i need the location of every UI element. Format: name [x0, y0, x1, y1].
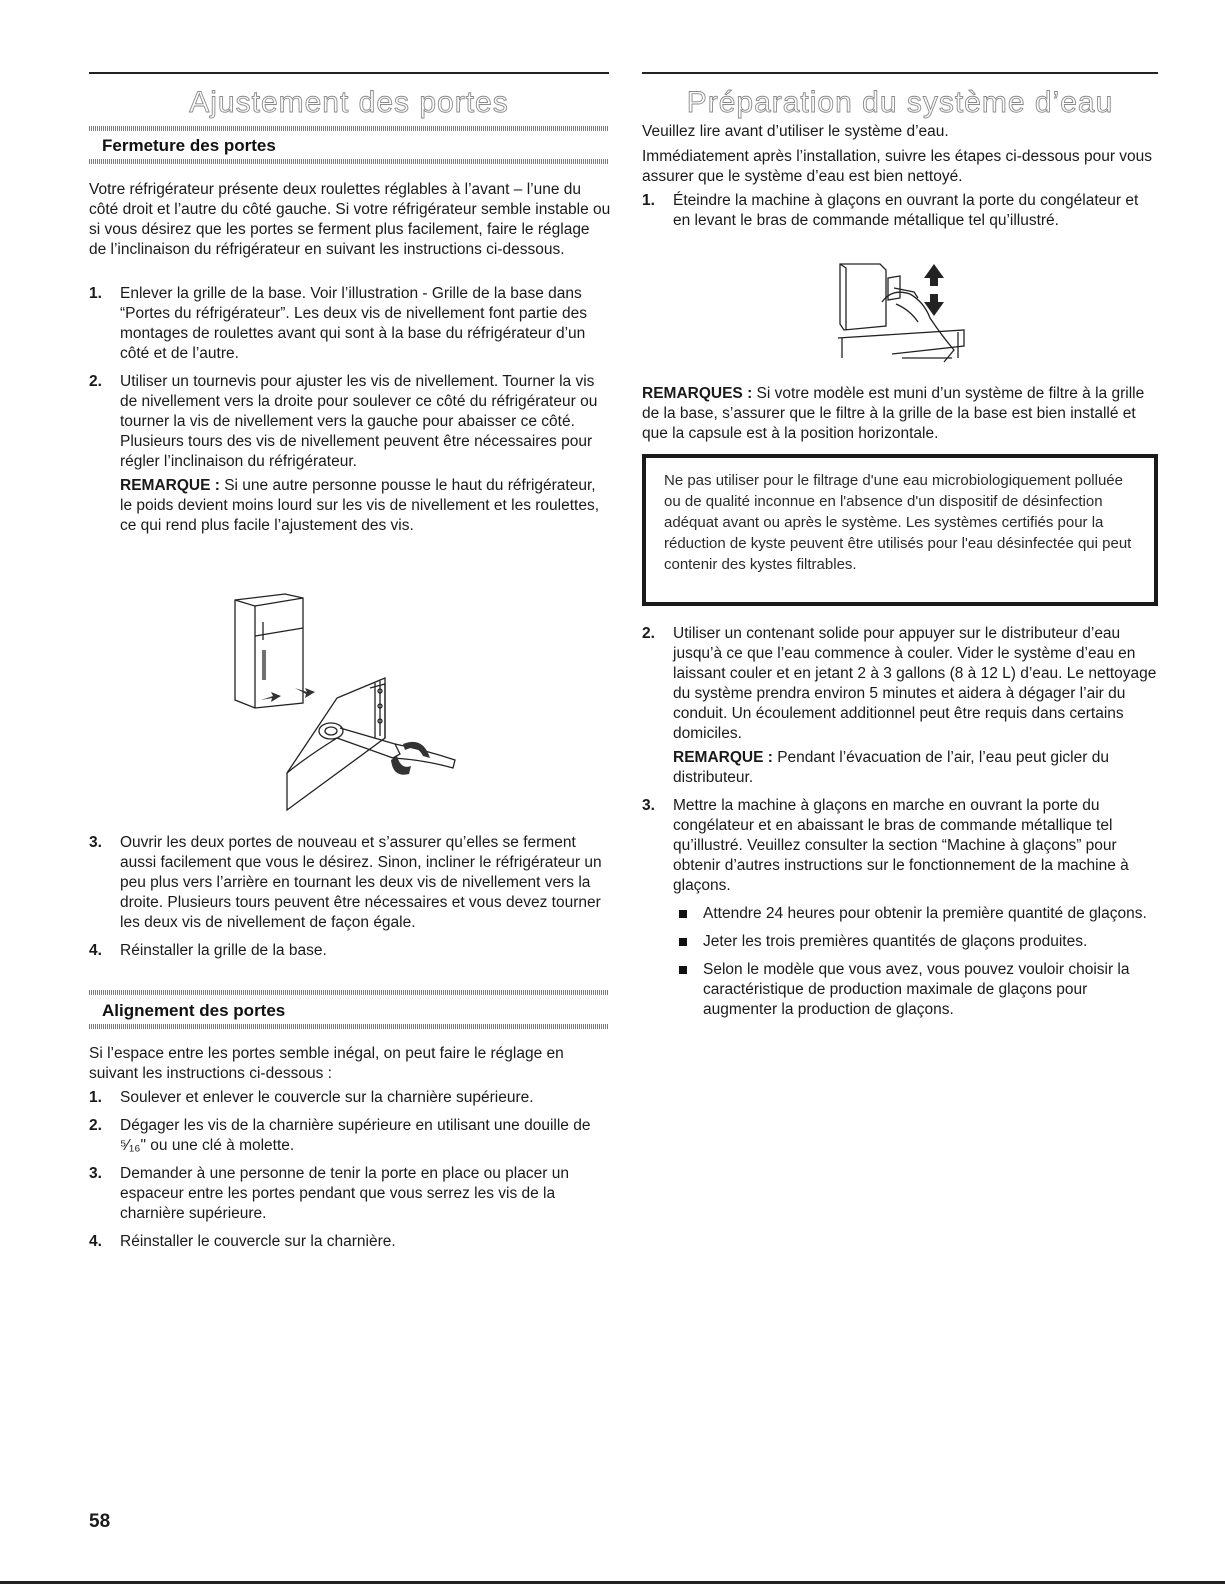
bullet-list [673, 904, 1158, 1020]
bottom-rule [0, 1581, 1225, 1584]
bullet-item [673, 932, 1158, 952]
list-item [89, 833, 611, 933]
bullet-item [673, 960, 1158, 1020]
leveling-steps-continued [89, 833, 611, 969]
step-number: 2. [89, 373, 102, 390]
water-steps [642, 624, 1158, 1028]
step-text: Mettre la machine à glaçons en marche en ouvrant la porte du congélateur et en abaissant le bras de commande métallique tel qu’illustré. Veuillez consulter la section “Machine à glaçons” pour obtenir d’autres instructions sur le fonctionnement de la machine à glaçons. [673, 797, 1129, 894]
note-label: REMARQUE : [673, 749, 773, 766]
list-item [89, 941, 611, 961]
step-number: 2. [642, 625, 655, 642]
step-text: Soulever et enlever le couvercle sur la charnière supérieure. [120, 1089, 534, 1106]
right-section-title: Préparation du système d’eau [686, 86, 1114, 119]
step-number: 1. [642, 192, 655, 209]
step-text: Dégager les vis de la charnière supérieure en utilisant une douille de ⁵⁄₁₆" ou une clé à molette. [120, 1117, 591, 1154]
step-number: 1. [89, 1089, 102, 1106]
list-item [89, 1088, 611, 1108]
warning-box [642, 454, 1158, 606]
step-text: Enlever la grille de la base. Voir l’illustration - Grille de la base dans “Portes du réfrigérateur”. Les deux vis de nivellement font partie des montages de roulettes avant qui sont à la base du réfrigérateur d’un côté et de l’autre. [120, 285, 587, 362]
list-item [642, 191, 1158, 231]
bullet-square-icon [679, 938, 687, 946]
step-number: 3. [89, 1165, 102, 1182]
intro-paragraph: Votre réfrigérateur présente deux roulettes réglables à l’avant – l’une du côté droit et l’autre du côté gauche. Si votre réfrigérateur semble instable ou si vous désirez que les portes se ferment plus facilement, faire le réglage de l’inclinaison du réfrigérateur en suivant les instructions ci-dessous. [89, 181, 611, 258]
left-top-rule [89, 72, 609, 74]
note [673, 748, 1158, 788]
remarques-paragraph [642, 384, 1158, 444]
step-text: Ouvrir les deux portes de nouveau et s’assurer qu’elles se ferment aussi facilement que vous le désirez. Sinon, incliner le réfrigérateur un peu plus vers l’arrière en tournant les deux vis de nivellement vers la droite. Plusieurs tours peuvent être nécessaires et vous devez tourner les deux vis de nivellement de façon égale. [120, 834, 602, 931]
step-number: 3. [642, 797, 655, 814]
ice-maker-illustration [832, 258, 972, 370]
step-text: Éteindre la machine à glaçons en ouvrant la porte du congélateur et en levant le bras de commande métallique tel qu’illustré. [673, 192, 1139, 229]
bullet-text: Jeter les trois premières quantités de glaçons produites. [703, 933, 1088, 950]
bullet-square-icon [679, 910, 687, 918]
bullet-text: Selon le modèle que vous avez, vous pouvez vouloir choisir la caractéristique de production maximale de glaçons pour augmenter la production de glaçons. [703, 961, 1130, 1018]
alignment-intro: Si l’espace entre les portes semble inégal, on peut faire le réglage en suivant les instructions ci-dessous : [89, 1045, 564, 1082]
note-text: Pendant l’évacuation de l’air, l’eau peut gicler du distributeur. [673, 749, 1109, 786]
hatch-divider [89, 1024, 609, 1029]
note [120, 476, 611, 536]
hatch-divider [89, 126, 609, 131]
alignment-steps [89, 1088, 611, 1260]
step-text: Réinstaller le couvercle sur la charnière. [120, 1233, 396, 1250]
bullet-item [673, 904, 1158, 924]
list-item [642, 796, 1158, 1020]
after-install-line: Immédiatement après l’installation, suivre les étapes ci-dessous pour vous assurer que le système d’eau est bien nettoyé. [642, 148, 1153, 185]
page-number: 58 [89, 1511, 111, 1532]
remarques-label: REMARQUES : [642, 385, 753, 402]
note-text: Si une autre personne pousse le haut du réfrigérateur, le poids devient moins lourd sur les vis de nivellement et les roulettes, ce qui rend plus facile l’ajustement des vis. [120, 477, 600, 534]
bullet-square-icon [679, 966, 687, 974]
read-before-line: Veuillez lire avant d’utiliser le système d’eau. [642, 123, 949, 140]
list-item [89, 1232, 611, 1252]
step-number: 2. [89, 1117, 102, 1134]
list-item [89, 1116, 611, 1156]
step-number: 3. [89, 834, 102, 851]
step-number: 4. [89, 942, 102, 959]
subheading-alignement: Alignement des portes [102, 1001, 286, 1020]
hatch-divider [89, 159, 609, 164]
warning-text: Ne pas utiliser pour le filtrage d'une eau microbiologiquement polluée ou de qualité inconnue en l'absence d'un dispositif de désinfection adéquat avant ou après le système. Les systèmes certifiés pour la réduction de kyste peuvent être utilisés pour l'eau désinfectée qui peut contenir des kystes filtrables. [664, 472, 1132, 573]
step-number: 4. [89, 1233, 102, 1250]
note-label: REMARQUE : [120, 477, 220, 494]
right-top-rule [642, 72, 1158, 74]
step-text: Réinstaller la grille de la base. [120, 942, 327, 959]
step-number: 1. [89, 285, 102, 302]
step-text: Utiliser un tournevis pour ajuster les vis de nivellement. Tourner la vis de nivellement vers la droite pour soulever ce côté du réfrigérateur ou tourner la vis de nivellement vers la gauche pour abaisser ce côté. Plusieurs tours des vis de nivellement peuvent être nécessaires pour régler l’inclinaison du réfrigérateur. [120, 373, 598, 470]
list-item [89, 284, 611, 364]
water-step-1 [642, 191, 1158, 239]
left-section-title: Ajustement des portes [189, 86, 509, 119]
step-text: Utiliser un contenant solide pour appuyer sur le distributeur d’eau jusqu’à ce que l’eau commence à couler. Vider le système d’eau en laissant couler et en jetant 2 à 3 gallons (8 à 12 L) d’eau. Le nettoyage du système prendra environ 5 minutes et aidera à dégager l’air du conduit. Un écoulement additionnel peut être requis dans certains domiciles. [673, 625, 1157, 742]
list-item [89, 372, 611, 536]
list-item [642, 624, 1158, 788]
remarques-text: Si votre modèle est muni d’un système de filtre à la grille de la base, s’assurer que le filtre à la grille de la base est bien installé et que la capsule est à la position horizontale. [642, 385, 1145, 442]
leveling-screw-illustration [225, 588, 485, 818]
subheading-fermeture: Fermeture des portes [102, 136, 276, 155]
hatch-divider [89, 990, 609, 995]
bullet-text: Attendre 24 heures pour obtenir la première quantité de glaçons. [703, 905, 1147, 922]
leveling-steps [89, 284, 611, 544]
list-item [89, 1164, 611, 1224]
step-text: Demander à une personne de tenir la porte en place ou placer un espaceur entre les portes pendant que vous serrez les vis de la charnière supérieure. [120, 1165, 569, 1222]
